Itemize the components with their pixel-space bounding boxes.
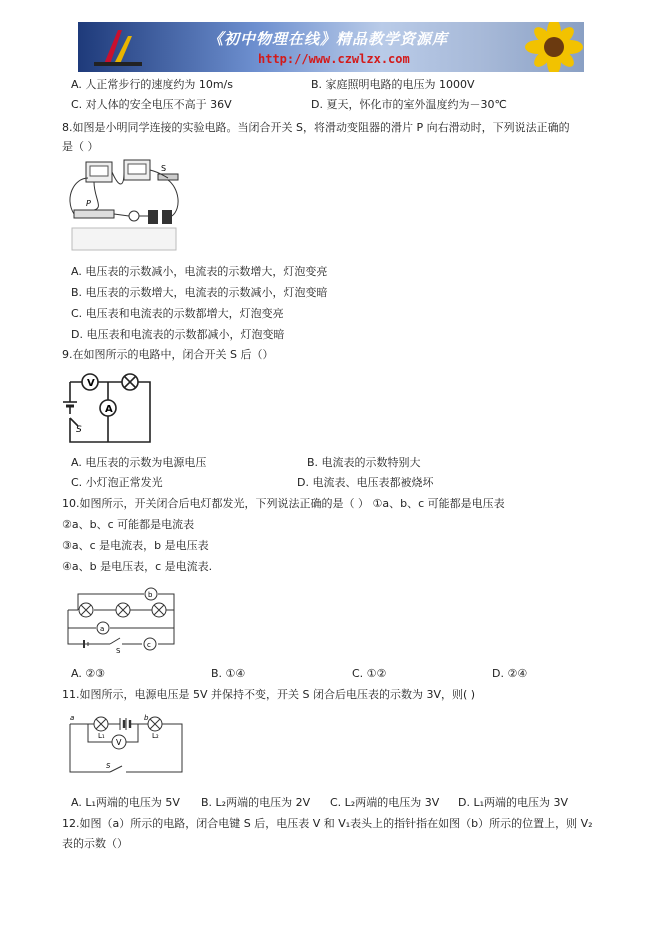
q9-stem: 9.在如图所示的电路中，闭合开关 S 后（） — [62, 348, 274, 361]
q8-option-a: A. 电压表的示数减小，电流表的示数增大，灯泡变亮 — [71, 265, 328, 278]
site-logo-icon — [84, 26, 154, 68]
q8-switch-label: S — [161, 164, 167, 173]
q11-circuit-figure — [66, 712, 186, 778]
q7-option-d: D. 夏天，怀化市的室外温度约为－30℃ — [311, 98, 507, 111]
header-banner — [78, 22, 584, 72]
q11-node-b-label: b — [144, 714, 149, 722]
q9-circuit-figure — [62, 370, 156, 446]
q10-meter-a-label: a — [100, 625, 105, 633]
q11-option-b: B. L₂两端的电压为 2V — [201, 796, 311, 809]
q11-lamp-l1-label: L₁ — [98, 732, 105, 740]
sunflower-icon — [514, 22, 584, 72]
q7-option-a: A. 人正常步行的速度约为 10m/s — [71, 78, 233, 91]
banner-url: http://www.czwlzx.com — [258, 52, 410, 66]
q8-stem-line2: 是（ ） — [62, 140, 99, 153]
q11-stem: 11.如图所示，电源电压是 5V 并保持不变，开关 S 闭合后电压表的示数为 3V，则( ) — [62, 688, 476, 701]
q8-option-d: D. 电压表和电流表的示数都减小，灯泡变暗 — [71, 328, 285, 341]
q10-circuit-figure — [64, 584, 178, 654]
q9-option-b: B. 电流表的示数特别大 — [307, 456, 421, 469]
q10-option-c: C. ①② — [352, 667, 387, 680]
q8-option-c: C. 电压表和电流表的示数都增大，灯泡变亮 — [71, 307, 284, 320]
q9-option-c: C. 小灯泡正常发光 — [71, 476, 163, 489]
q8-stem-line1: 8.如图是小明同学连接的实验电路。当闭合开关 S，将滑动变阻器的滑片 P 向右滑动时，下列说法正确的 — [62, 121, 570, 134]
q10-switch-label: S — [116, 647, 121, 654]
q9-voltmeter-label: V — [87, 378, 95, 389]
q8-option-b: B. 电压表的示数增大，电流表的示数减小，灯泡变暗 — [71, 286, 328, 299]
q10-meter-c-label: c — [147, 641, 151, 649]
q10-option-a: A. ②③ — [71, 667, 106, 680]
q12-stem-line2: 表的示数（） — [62, 837, 128, 850]
q9-option-d: D. 电流表、电压表都被烧坏 — [297, 476, 434, 489]
q10-statement-4: ④a、b 是电压表，c 是电流表. — [62, 560, 213, 573]
q8-circuit-figure — [64, 158, 184, 254]
q8-slider-label: P — [86, 199, 91, 208]
q11-node-a-label: a — [70, 714, 75, 722]
q7-option-b: B. 家庭照明电路的电压为 1000V — [311, 78, 475, 91]
q11-option-c: C. L₂两端的电压为 3V — [330, 796, 440, 809]
q9-option-a: A. 电压表的示数为电源电压 — [71, 456, 207, 469]
q12-stem-line1: 12.如图（a）所示的电路，闭合电键 S 后，电压表 V 和 V₁表头上的指针指在如图（b）所示的位置上，则 V₂ — [62, 817, 593, 830]
q11-switch-label: S — [106, 762, 111, 770]
q11-option-a: A. L₁两端的电压为 5V — [71, 796, 180, 809]
q11-voltmeter-label: V — [116, 738, 122, 747]
q11-option-d: D. L₁两端的电压为 3V — [458, 796, 569, 809]
q10-meter-b-label: b — [148, 591, 153, 599]
q10-option-d: D. ②④ — [492, 667, 528, 680]
q10-option-b: B. ①④ — [211, 667, 246, 680]
q7-option-c: C. 对人体的安全电压不高于 36V — [71, 98, 232, 111]
q9-ammeter-label: A — [105, 404, 113, 415]
q9-switch-label: S — [76, 425, 82, 435]
q10-statement-3: ③a、c 是电流表，b 是电压表 — [62, 539, 209, 552]
banner-title: 《初中物理在线》精品教学资源库 — [208, 30, 449, 48]
q11-lamp-l2-label: L₂ — [152, 732, 159, 740]
q10-stem: 10.如图所示，开关闭合后电灯都发光，下列说法正确的是（ ） ①a、b、c 可能都是电压表 — [62, 497, 505, 510]
q10-statement-2: ②a、b、c 可能都是电流表 — [62, 518, 195, 531]
